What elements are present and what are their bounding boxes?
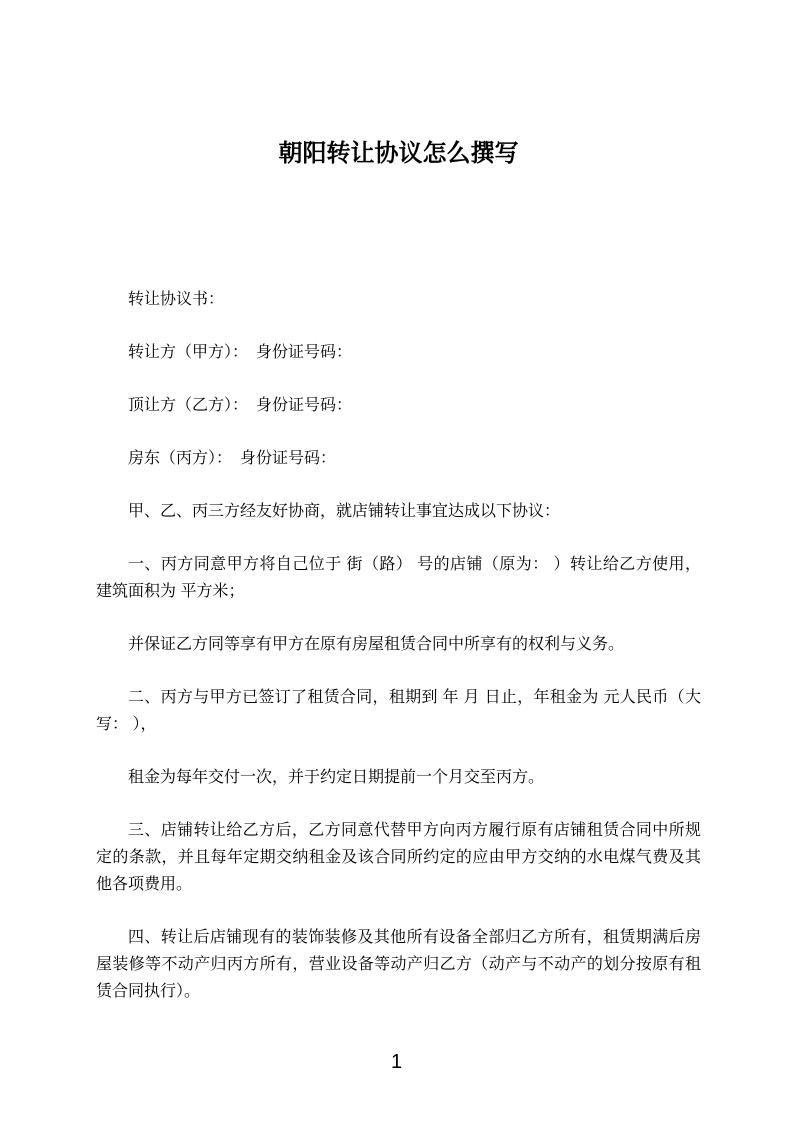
para-clause-1: 一、丙方同意甲方将自己位于 街（路） 号的店铺（原为： ）转让给乙方使用，建筑面积为 平方米； bbox=[96, 556, 701, 600]
para-agreement-heading: 转让协议书： bbox=[128, 291, 225, 308]
para-transferor-party-a: 转让方（甲方）： 身份证号码： bbox=[128, 344, 353, 361]
document-body bbox=[96, 286, 701, 1005]
para-clause-2: 二、丙方与甲方已签订了租赁合同，租期到 年 月 日止，年租金为 元人民币（大写： ）， bbox=[96, 689, 701, 733]
para-clause-4: 四、转让后店铺现有的装饰装修及其他所有设备全部归乙方所有，租赁期满后房屋装修等不动产归丙方所有，营业设备等动产归乙方（动产与不动产的划分按原有租赁合同执行）。 bbox=[96, 929, 701, 1000]
para-transferee-party-b: 顶让方（乙方）： 身份证号码： bbox=[128, 397, 353, 414]
page-number: 1 bbox=[390, 1051, 403, 1073]
para-clause-2-continued: 租金为每年交付一次，并于约定日期提前一个月交至丙方。 bbox=[128, 769, 545, 786]
para-clause-3: 三、店铺转让给乙方后，乙方同意代替甲方向丙方履行原有店铺租赁合同中所规定的条款，并且每年定期交纳租金及该合同所约定的应由甲方交纳的水电煤气费及其他各项费用。 bbox=[96, 822, 701, 893]
document-title: 朝阳转让协议怎么撰写 bbox=[278, 140, 519, 167]
para-preamble: 甲、乙、丙三方经友好协商，就店铺转让事宜达成以下协议： bbox=[128, 503, 561, 520]
para-clause-1-continued: 并保证乙方同等享有甲方在原有房屋租赁合同中所享有的权利与义务。 bbox=[128, 636, 625, 653]
para-landlord-party-c: 房东（丙方）： 身份证号码： bbox=[128, 450, 337, 467]
